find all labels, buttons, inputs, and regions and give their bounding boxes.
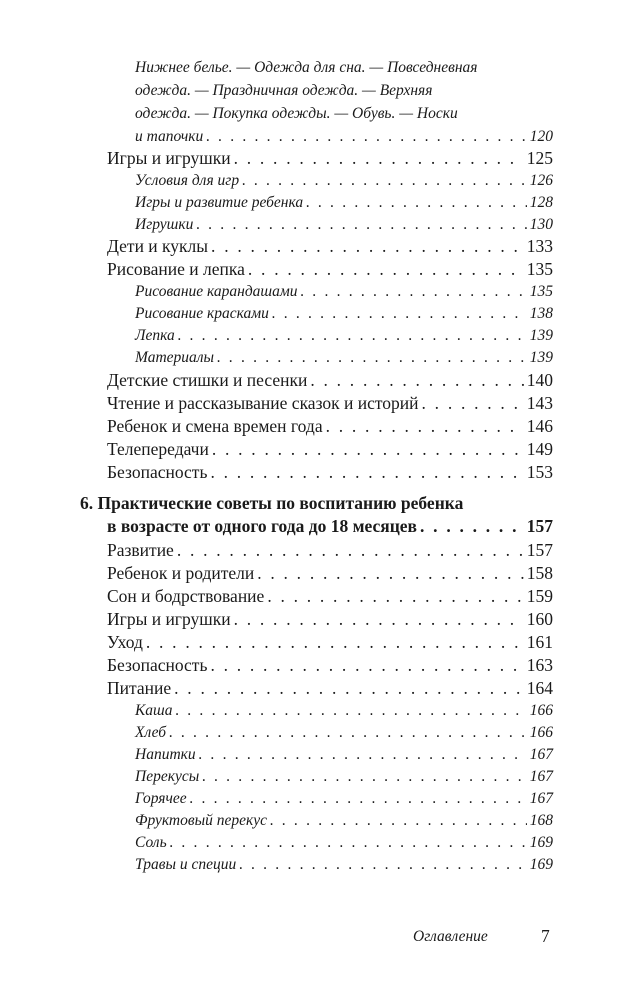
toc-entry-page: 160 <box>526 609 553 629</box>
toc-entry-page: 133 <box>526 236 553 256</box>
toc-entry-title: в возрасте от одного года до 18 месяцев <box>107 516 418 536</box>
toc-entry[interactable] <box>107 416 553 437</box>
toc-continuation-line: одежда. — Покупка одежды. — Обувь. — Носки <box>135 105 458 122</box>
toc-entry[interactable] <box>107 393 553 414</box>
toc-entry-page: 167 <box>529 790 553 807</box>
toc-entry-title: Детские стишки и песенки <box>107 370 308 390</box>
toc-entry-page: 159 <box>526 586 553 606</box>
toc-subentry[interactable] <box>135 305 553 323</box>
toc-entry-page: 169 <box>529 856 553 873</box>
toc-entry-page: 143 <box>526 393 553 413</box>
toc-entry-title: Перекусы <box>135 768 200 785</box>
toc-continuation-line: Нижнее белье. — Одежда для сна. — Повседневная <box>135 59 478 76</box>
toc-subentry[interactable] <box>135 172 553 190</box>
toc-entry-title: Соль <box>135 834 167 851</box>
toc-subentry[interactable] <box>135 349 553 367</box>
toc-entry[interactable] <box>107 586 553 607</box>
toc-subentry[interactable] <box>135 327 553 345</box>
toc-entry-page: 135 <box>526 259 553 279</box>
toc-entry-page: 120 <box>529 128 553 145</box>
toc-entry-page: 169 <box>529 834 553 851</box>
toc-subentry[interactable] <box>135 834 553 852</box>
toc-entry-title: Игры и игрушки <box>107 609 231 629</box>
toc-entry[interactable] <box>107 439 553 460</box>
toc-entry-title: Игрушки <box>135 216 194 233</box>
toc-entry-title: Игры и развитие ребенка <box>135 194 304 211</box>
toc-entry-title: Рисование и лепка <box>107 259 245 279</box>
toc-entry[interactable] <box>107 563 553 584</box>
toc-entry-title: Безопасность <box>107 655 208 675</box>
toc-entry-title: Ребенок и родители <box>107 563 255 583</box>
toc-entry-title: Дети и куклы <box>107 236 209 256</box>
toc-entry-title: Травы и специи <box>135 856 237 873</box>
page-number: 7 <box>541 926 550 946</box>
toc-entry[interactable] <box>107 148 553 169</box>
toc-entry[interactable] <box>107 540 553 561</box>
toc-entry-page: 166 <box>529 724 553 741</box>
toc-entry[interactable] <box>107 655 553 676</box>
toc-entry-page: 167 <box>529 768 553 785</box>
toc-subentry[interactable] <box>135 746 553 764</box>
toc-entry-title: Рисование красками <box>135 305 269 322</box>
toc-entry-page: 166 <box>529 702 553 719</box>
chapter-title[interactable]: 6. Практические советы по воспитанию ребенка <box>80 493 464 513</box>
toc-subentry[interactable] <box>135 790 553 808</box>
chapter-title-line2[interactable] <box>107 516 553 537</box>
toc-entry-page: 139 <box>529 327 553 344</box>
toc-entry-page: 146 <box>526 416 553 436</box>
toc-entry-title: Безопасность <box>107 462 208 482</box>
toc-entry[interactable] <box>107 609 553 630</box>
toc-entry-title: Чтение и рассказывание сказок и историй <box>107 393 419 413</box>
toc-entry-title: Материалы <box>135 349 215 366</box>
toc-continuation-line: одежда. — Праздничная одежда. — Верхняя <box>135 82 433 99</box>
toc-entry-title: Лепка <box>135 327 175 344</box>
toc-entry-page: 128 <box>529 194 553 211</box>
toc-entry-title: Горячее <box>135 790 187 807</box>
toc-entry[interactable] <box>107 462 553 483</box>
toc-subentry[interactable] <box>135 283 553 301</box>
toc-entry-page: 139 <box>529 349 553 366</box>
toc-entry-page: 126 <box>529 172 553 189</box>
toc-entry-title: Фруктовый перекус <box>135 812 267 829</box>
toc-entry-title: Сон и бодрствование <box>107 586 265 606</box>
toc-subentry[interactable] <box>135 216 553 234</box>
toc-subentry[interactable] <box>135 724 553 742</box>
toc-entry-title: Уход <box>107 632 143 652</box>
toc-entry-page: 125 <box>526 148 553 168</box>
toc-subentry[interactable] <box>135 812 553 830</box>
toc-entry[interactable] <box>107 678 553 699</box>
toc-entry-page: 138 <box>529 305 553 322</box>
toc-entry-page: 130 <box>529 216 553 233</box>
toc-entry-page: 157 <box>526 516 553 536</box>
toc-entry-title: Питание <box>107 678 172 698</box>
toc-entry-title: Развитие <box>107 540 174 560</box>
toc-entry-title: и тапочки <box>135 128 204 145</box>
toc-entry[interactable] <box>107 370 553 391</box>
toc-entry-page: 140 <box>526 370 553 390</box>
toc-entry-page: 168 <box>529 812 553 829</box>
toc-entry-page: 167 <box>529 746 553 763</box>
toc-subentry[interactable] <box>135 194 553 212</box>
toc-entry-title: Напитки <box>135 746 196 763</box>
toc-entry-title: Игры и игрушки <box>107 148 231 168</box>
toc-entry-page: 135 <box>529 283 553 300</box>
toc-entry-title: Рисование карандашами <box>135 283 298 300</box>
toc-entry-page: 158 <box>526 563 553 583</box>
toc-subentry[interactable] <box>135 856 553 874</box>
running-footer-label: Оглавление <box>413 928 488 945</box>
toc-subentry[interactable] <box>135 768 553 786</box>
toc-entry-title: Телепередачи <box>107 439 209 459</box>
toc-entry-title: Хлеб <box>135 724 167 741</box>
toc-entry[interactable] <box>107 236 553 257</box>
toc-entry-page: 163 <box>526 655 553 675</box>
toc-entry-page: 149 <box>526 439 553 459</box>
toc-entry-page: 157 <box>526 540 553 560</box>
toc-entry-title: Условия для игр <box>135 172 240 189</box>
toc-entry[interactable] <box>107 632 553 653</box>
toc-entry-title: Ребенок и смена времен года <box>107 416 323 436</box>
toc-entry-page: 153 <box>526 462 553 482</box>
toc-entry-page: 164 <box>526 678 553 698</box>
toc-entry-page: 161 <box>526 632 553 652</box>
toc-subentry[interactable] <box>135 702 553 720</box>
toc-entry[interactable] <box>107 259 553 280</box>
toc-entry[interactable] <box>135 128 553 146</box>
toc-entry-title: Каша <box>135 702 173 719</box>
